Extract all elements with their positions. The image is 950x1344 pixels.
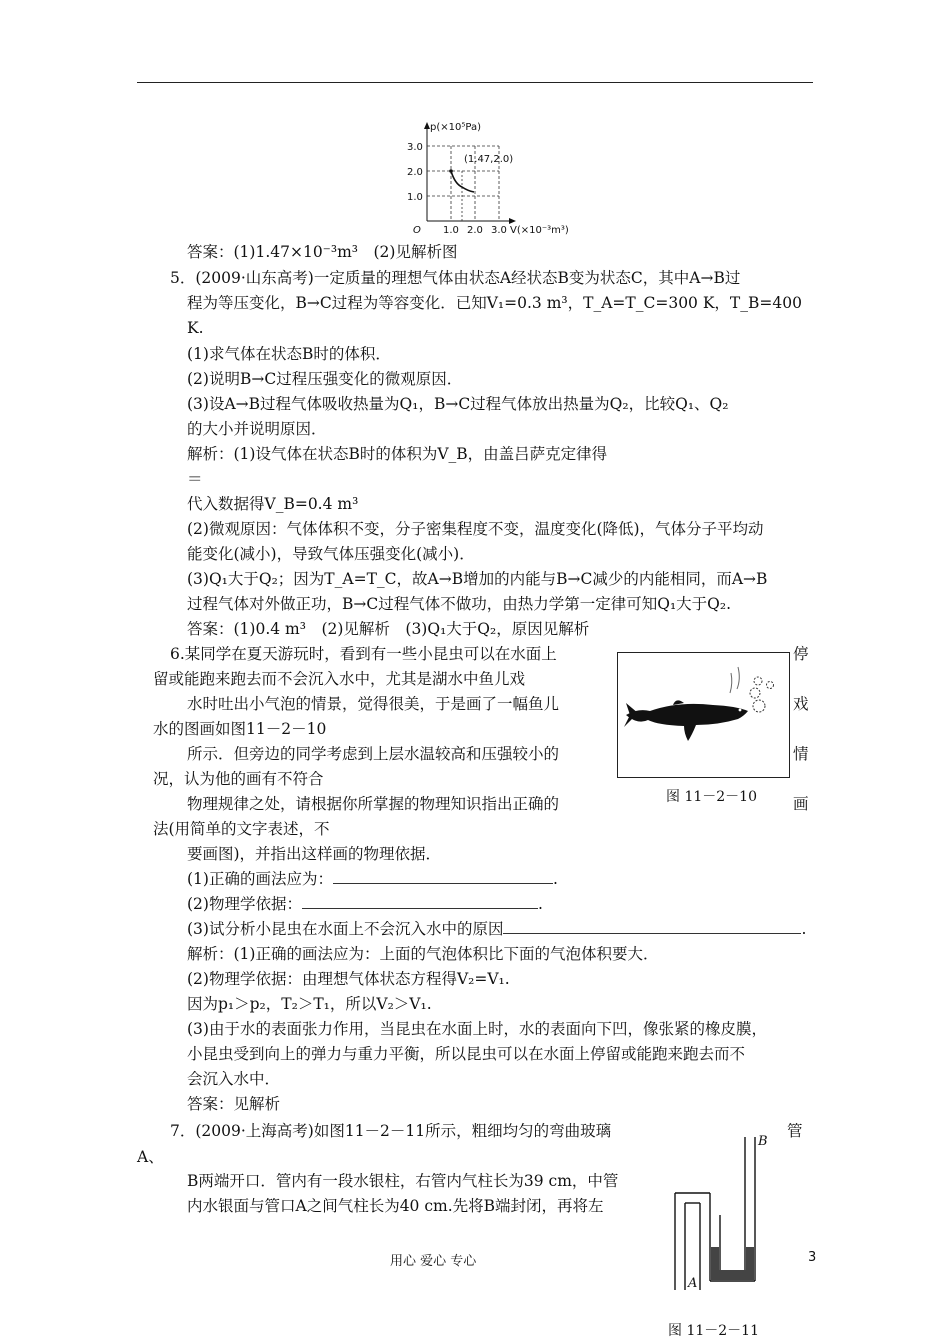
q7-line-1: 7．(2009·上海高考)如图11－2－11所示，粗细均匀的弯曲玻璃: [170, 1122, 612, 1140]
figure-11-2-11: [670, 1135, 780, 1295]
pv-x-tick-2: 2.0: [467, 225, 483, 236]
q6-sub-1-label: (1)正确的画法应为：: [187, 870, 333, 888]
pv-y-tick-2: 2.0: [407, 167, 423, 178]
answer-blank-1[interactable]: [333, 869, 553, 884]
q6-sub-3-end: .: [801, 920, 807, 938]
q5-line-2: 程为等压变化，B→C过程为等容变化．已知V₁=0.3 m³，T_A=T_C=300 K，T_B=400: [187, 294, 802, 312]
q6-solution-5: 小昆虫受到向上的弹力与重力平衡，所以昆虫可以在水面上停留或能跑来跑去而不: [187, 1045, 746, 1063]
q6-solution-6: 会沉入水中．: [187, 1070, 281, 1088]
q6-line-6: 况，认为他的画有不符合: [153, 770, 324, 788]
pv-curve: [451, 171, 474, 192]
pv-y-tick-1: 1.0: [407, 192, 423, 203]
tube-label-a: A: [688, 1276, 698, 1291]
q5-line-3: K.: [187, 319, 204, 337]
header-rule: [137, 82, 813, 83]
q6-solution-1: 解析：(1)正确的画法应为：上面的气泡体积比下面的气泡体积要大．: [187, 945, 659, 963]
q6-sub-3: [187, 919, 806, 939]
q5-solution-4: 能变化(减小)，导致气体压强变化(减小)．: [187, 545, 475, 563]
page-footer: 用心 爱心 专心: [390, 1254, 477, 1269]
pv-x-tick-3: 3.0: [491, 225, 507, 236]
answer-4: 答案：(1)1.47×10⁻³m³ (2)见解析图: [187, 243, 458, 261]
q6-sub-1-end: .: [552, 870, 558, 888]
q6-sub-2-label: (2)物理学依据：: [187, 895, 302, 913]
q7-wrap-1: 管: [787, 1122, 803, 1140]
pv-x-tick-1: 1.0: [443, 225, 459, 236]
q6-wrap-2: 戏: [793, 695, 809, 713]
q7-line-3: 内水银面与管口A之间气柱长为40 cm.先将B端封闭，再将左: [187, 1197, 604, 1215]
q5-line-1: 5．(2009·山东高考)一定质量的理想气体由状态A经状态B变为状态C，其中A→B过: [170, 269, 741, 287]
q5-sub-1: (1)求气体在状态B时的体积．: [187, 345, 391, 363]
figure-11-2-10-caption: 图 11－2－10: [666, 789, 757, 805]
answer-blank-2[interactable]: [302, 894, 538, 909]
q6-line-2: 留或能跑来跑去而不会沉入水中，尤其是湖水中鱼儿戏: [153, 670, 526, 688]
q6-line-8: 法(用简单的文字表述，不: [153, 820, 330, 838]
q6-wrap-3: 情: [793, 745, 809, 763]
q5-solution-3: (2)微观原因：气体体积不变，分子密集程度不变，温度变化(降低)，气体分子平均动: [187, 520, 764, 538]
q6-line-3: 水时吐出小气泡的情景，觉得很美，于是画了一幅鱼儿: [187, 695, 560, 713]
q6-wrap-4: 画: [793, 795, 809, 813]
q6-line-1: 6.某同学在夏天游玩时，看到有一些小昆虫可以在水面上: [170, 645, 557, 663]
pv-y-axis-label: p(×10⁵Pa): [430, 122, 481, 133]
q6-sub-3-label: (3)试分析小昆虫在水面上不会沉入水中的原因: [187, 920, 504, 938]
q6-sub-1: [187, 869, 558, 889]
q6-line-5: 所示．但旁边的同学考虑到上层水温较高和压强较小的: [187, 745, 560, 763]
pv-graph: [390, 118, 590, 236]
q5-solution-6: 过程气体对外做正功，B→C过程气体不做功，由热力学第一定律可知Q₁大于Q₂.: [187, 595, 732, 613]
q6-sub-2-end: .: [537, 895, 543, 913]
q6-solution-4: (3)由于水的表面张力作用，当昆虫在水面上时，水的表面向下凹，像张紧的橡皮膜，: [187, 1020, 767, 1038]
mercury-column: [711, 1247, 754, 1280]
q5-solution-2: 代入数据得V_B=0.4 m³: [187, 495, 359, 513]
q6-sub-2: [187, 894, 543, 914]
q5-sub-3: (3)设A→B过程气体吸收热量为Q₁，B→C过程气体放出热量为Q₂，比较Q₁、Q₂: [187, 395, 729, 413]
figure-11-2-10: [617, 652, 790, 778]
q7-wrap-2: A、: [137, 1148, 164, 1166]
q6-answer: 答案：见解析: [187, 1095, 281, 1113]
q6-wrap-1: 停: [793, 645, 809, 663]
pv-x-axis-label: V(×10⁻³m³): [510, 225, 569, 236]
page-number: 3: [808, 1250, 817, 1265]
figure-11-2-11-caption: 图 11－2－11: [668, 1323, 759, 1339]
tube-label-b: B: [758, 1135, 768, 1149]
q5-equation: ＝: [187, 470, 203, 488]
q5-solution-5: (3)Q₁大于Q₂；因为T_A=T_C，故A→B增加的内能与B→C减少的内能相同，而A→B: [187, 570, 768, 588]
q5-sub-2: (2)说明B→C过程压强变化的微观原因．: [187, 370, 463, 388]
q6-line-4: 水的图画如图11－2－10: [153, 720, 327, 738]
pv-origin: O: [413, 225, 421, 236]
q6-line-9: 要画图)，并指出这样画的物理依据．: [187, 845, 442, 863]
pv-point-label: (1.47,2.0): [464, 154, 514, 165]
fish-illustration: [618, 653, 789, 777]
q6-line-7: 物理规律之处，请根据你所掌握的物理知识指出正确的: [187, 795, 560, 813]
answer-blank-3[interactable]: [503, 919, 801, 934]
q5-solution-1: 解析：(1)设气体在状态B时的体积为V_B，由盖吕萨克定律得: [187, 445, 608, 463]
q5-answer: 答案：(1)0.4 m³ (2)见解析 (3)Q₁大于Q₂，原因见解析: [187, 620, 590, 638]
q7-line-2: B两端开口．管内有一段水银柱，右管内气柱长为39 cm，中管: [187, 1172, 619, 1190]
q6-solution-2: (2)物理学依据：由理想气体状态方程得V₂=V₁.: [187, 970, 510, 988]
q6-solution-3: 因为p₁＞p₂，T₂＞T₁，所以V₂＞V₁.: [187, 995, 432, 1013]
q5-sub-3-cont: 的大小并说明原因．: [187, 420, 327, 438]
pv-y-tick-3: 3.0: [407, 142, 423, 153]
pv-point: [449, 169, 453, 173]
